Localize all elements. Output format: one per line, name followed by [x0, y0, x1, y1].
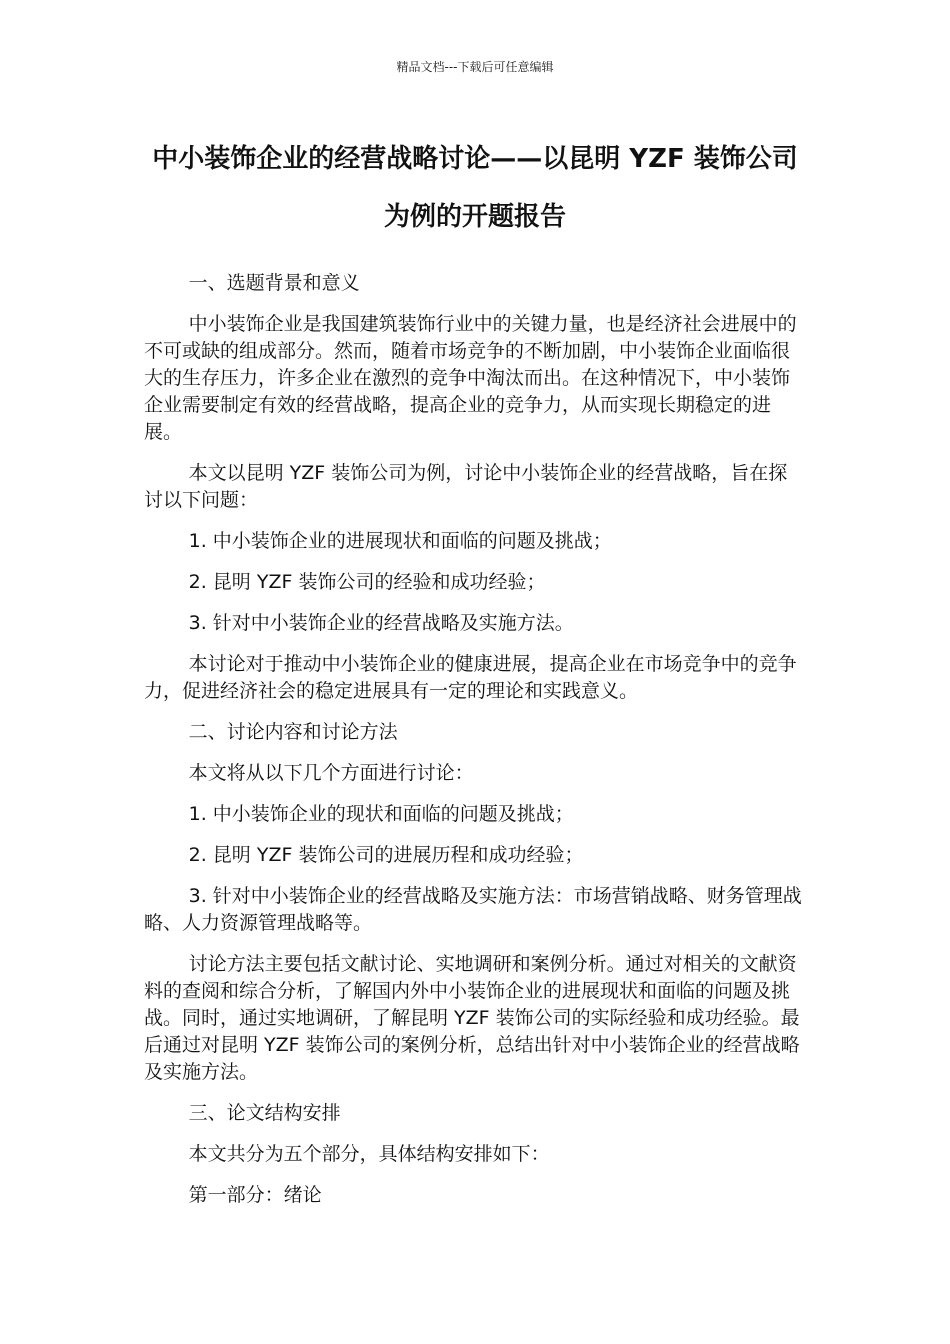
list-item-content-1: 1. 中小装饰企业的现状和面临的问题及挑战； — [188, 803, 574, 825]
section-heading-3: 三、论文结构安排 — [188, 1102, 341, 1124]
document-title: 中小装饰企业的经营战略讨论——以昆明 YZF 装饰公司为例的开题报告 — [152, 144, 798, 232]
section-heading-2: 二、讨论内容和讨论方法 — [188, 721, 398, 743]
paragraph-methods: 讨论方法主要包括文献讨论、实地调研和案例分析。通过对相关的文献资料的查阅和综合分析，了解国内外中小装饰企业的进展现状和面临的问题及挑战。同时，通过实地调研，了解昆明 YZF 装饰公司的实际经验和成功经验。最后通过对昆明 YZF 装饰公司的案例分析，总结出针对中小装饰企业的经营战略及实施方法。 — [144, 953, 800, 1083]
paragraph-background: 中小装饰企业是我国建筑装饰行业中的关键力量，也是经济社会进展中的不可或缺的组成部分。然而，随着市场竞争的不断加剧，中小装饰企业面临很大的生存压力，许多企业在激烈的竞争中淘汰而出。在这种情况下，中小装饰企业需要制定有效的经营战略，提高企业的竞争力，从而实现长期稳定的进展。 — [144, 313, 797, 443]
list-item-question-2: 2. 昆明 YZF 装饰公司的经验和成功经验； — [188, 571, 546, 593]
paragraph-research-intro: 本文将从以下几个方面进行讨论： — [188, 762, 474, 784]
paragraph-structure-intro: 本文共分为五个部分，具体结构安排如下： — [188, 1143, 550, 1165]
paragraph-significance: 本讨论对于推动中小装饰企业的健康进展，提高企业在市场竞争中的竞争力，促进经济社会的稳定进展具有一定的理论和实践意义。 — [144, 653, 797, 702]
document-body — [144, 270, 804, 1223]
section-heading-1: 一、选题背景和意义 — [188, 272, 360, 294]
list-item-content-2: 2. 昆明 YZF 装饰公司的进展历程和成功经验； — [188, 844, 584, 866]
list-item-question-1: 1. 中小装饰企业的进展现状和面临的问题及挑战； — [188, 530, 612, 552]
list-item-question-3: 3. 针对中小装饰企业的经营战略及实施方法。 — [188, 612, 574, 634]
list-item-content-3: 3. 针对中小装饰企业的经营战略及实施方法：市场营销战略、财务管理战略、人力资源管理战略等。 — [144, 885, 802, 934]
paragraph-part-one: 第一部分：绪论 — [188, 1184, 322, 1206]
paragraph-purpose: 本文以昆明 YZF 装饰公司为例，讨论中小装饰企业的经营战略，旨在探讨以下问题： — [144, 462, 788, 511]
page-header-note: 精品文档---下载后可任意编辑 — [396, 60, 554, 74]
